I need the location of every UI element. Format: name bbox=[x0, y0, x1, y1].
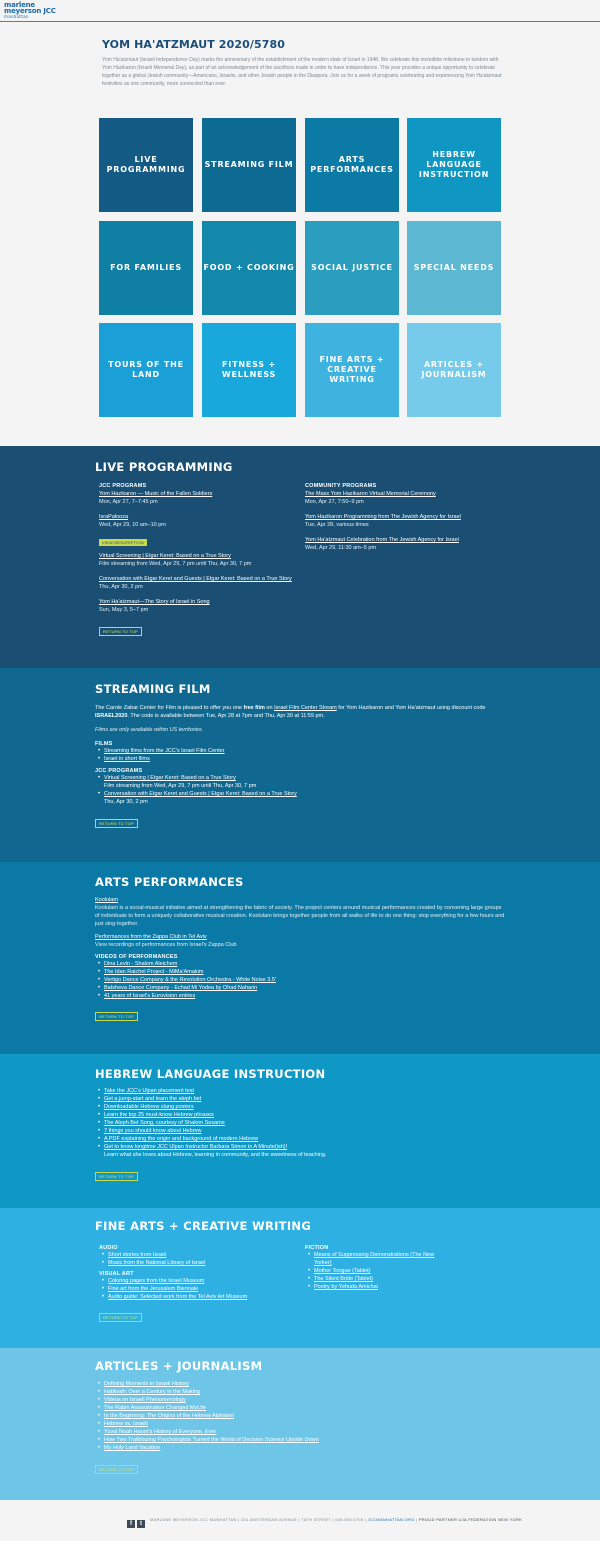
logo-line-3: manhattan bbox=[4, 14, 29, 19]
logo-line-2: meyerson JCC bbox=[4, 7, 56, 15]
video-link[interactable]: Batsheva Dance Company - Echad Mi Yodea by Ohad Naharin bbox=[104, 985, 258, 991]
list-item bbox=[95, 1095, 505, 1103]
program-item bbox=[305, 536, 505, 552]
list-item bbox=[95, 1420, 505, 1428]
footer-phone[interactable]: 646.505.5708 bbox=[335, 1517, 364, 1522]
film-link[interactable]: Streaming films from the JCC's Israel Film Center bbox=[104, 748, 225, 754]
audio-list bbox=[99, 1251, 299, 1267]
list-item bbox=[95, 790, 505, 806]
section-title: ARTICLES + JOURNALISM bbox=[95, 1359, 263, 1373]
program-time: Mon, Apr 27, 7:50–9 pm bbox=[305, 499, 364, 505]
list-item bbox=[305, 1275, 445, 1283]
list-item bbox=[95, 1396, 505, 1404]
tile-arts-performances[interactable] bbox=[305, 118, 399, 212]
list-item bbox=[99, 1259, 299, 1267]
program-item bbox=[99, 490, 299, 506]
list-item bbox=[95, 1428, 505, 1436]
fine-arts-right-column bbox=[305, 1245, 445, 1291]
section-title: HEBREW LANGUAGE INSTRUCTION bbox=[95, 1067, 326, 1081]
visual-art-link[interactable]: Audio guide: Selected work from the Tel Aviv Art Museum bbox=[108, 1294, 248, 1300]
program-item bbox=[99, 598, 299, 614]
list-item bbox=[99, 1293, 299, 1301]
program-time: Wed, Apr 29, 10 am–10 pm bbox=[99, 522, 166, 528]
list-item bbox=[95, 755, 505, 763]
program-link[interactable]: Yom Hazikaron — Music of the Fallen Soldiers bbox=[99, 491, 213, 497]
article-link[interactable]: Yuval Noah Harari's History of Everyone, Ever bbox=[104, 1429, 217, 1435]
fiction-list bbox=[305, 1251, 445, 1291]
footer bbox=[0, 1500, 600, 1541]
article-link[interactable]: Hatikvah: Over a Century in the Making bbox=[104, 1389, 200, 1395]
article-link[interactable]: Hebrew vs. Israeli bbox=[104, 1421, 148, 1427]
program-item bbox=[99, 513, 299, 529]
tile-special-needs[interactable] bbox=[407, 221, 501, 315]
films-heading: FILMS bbox=[95, 741, 113, 747]
footer-org-name: MARLENE MEYERSON JCC MANHATTAN bbox=[150, 1517, 237, 1522]
category-tiles bbox=[99, 118, 501, 416]
israel-film-center-stream-link[interactable]: Israel Film Center Stream bbox=[274, 705, 337, 711]
streaming-intro bbox=[95, 704, 505, 720]
section-title: FINE ARTS + CREATIVE WRITING bbox=[95, 1219, 312, 1233]
tile-label: FITNESS + WELLNESS bbox=[221, 360, 277, 379]
films-list bbox=[95, 747, 505, 763]
hebrew-link[interactable]: A PDF explaining the origin and background of modern Hebrew bbox=[104, 1136, 259, 1142]
film-link[interactable]: Israel in short films bbox=[104, 756, 150, 762]
tile-live-programming[interactable] bbox=[99, 118, 193, 212]
list-item bbox=[99, 1251, 299, 1259]
tile-label: SOCIAL JUSTICE bbox=[311, 263, 393, 272]
tile-label: SPECIAL NEEDS bbox=[413, 263, 495, 272]
hebrew-link[interactable]: The Aleph Bet Song, courtesy of Shalom Sesame bbox=[104, 1120, 225, 1126]
section-streaming-film bbox=[0, 668, 600, 862]
list-item bbox=[95, 747, 505, 755]
separator: | bbox=[238, 1517, 240, 1522]
fiction-link[interactable]: Mother Tongue (Tablet) bbox=[314, 1268, 371, 1274]
program-link[interactable]: The Mass Yom Hazikaron Virtual Memorial Ceremony bbox=[305, 491, 436, 497]
program-link[interactable]: Yom Ha'atzmaut Celebration from The Jewish Agency for Israel bbox=[305, 537, 459, 543]
program-link[interactable]: Yom Hazikaron Programming from The Jewish Agency for Israel bbox=[305, 514, 461, 520]
program-link[interactable]: Yom Ha'atzmaut—The Story of Israel in Song bbox=[99, 599, 210, 605]
visual-art-heading: VISUAL ART bbox=[99, 1271, 134, 1277]
list-item bbox=[95, 960, 505, 968]
program-item bbox=[305, 490, 505, 506]
article-link[interactable]: Defining Moments in Israeli History bbox=[104, 1381, 189, 1387]
section-title: STREAMING FILM bbox=[95, 682, 211, 696]
intro-part: on bbox=[264, 705, 275, 711]
fiction-link[interactable]: Poetry by Yehuda Amichai bbox=[314, 1284, 378, 1290]
list-item bbox=[99, 1285, 299, 1293]
intro-part: The Carole Zabar Center for Film is pleased to offer you one bbox=[95, 705, 244, 711]
program-link[interactable]: Virtual Screening | Etgar Keret: Based on a True Story bbox=[99, 553, 231, 559]
footer-website-link[interactable]: JCCMANHATTAN.ORG bbox=[367, 1517, 415, 1522]
video-link[interactable]: 41 years of Israel's Eurovision entries bbox=[104, 993, 196, 999]
community-programs-column bbox=[305, 483, 505, 559]
fine-arts-left-column bbox=[99, 1245, 299, 1324]
tile-tours-of-the-land[interactable] bbox=[99, 323, 193, 417]
program-item bbox=[99, 552, 299, 568]
hebrew-link[interactable]: Take the JCC's Ulpan placement test bbox=[104, 1088, 195, 1094]
list-item bbox=[95, 1119, 505, 1127]
footer-address: 334 AMSTERDAM AVENUE bbox=[240, 1517, 297, 1522]
hebrew-link[interactable]: Downloadable Hebrew slang posters bbox=[104, 1104, 194, 1110]
separator: | bbox=[416, 1517, 418, 1522]
list-item bbox=[95, 1412, 505, 1420]
fiction-link[interactable]: Means of Suppressing Demonstrations (The New Yorker) bbox=[314, 1252, 435, 1266]
program-time: Thu, Apr 30, 2 pm bbox=[99, 584, 143, 590]
article-link[interactable]: In the Beginning: The Origins of the Hebrew Alphabet bbox=[104, 1413, 234, 1419]
list-item bbox=[95, 1143, 505, 1159]
return-to-top-button[interactable]: RETURN TO TOP bbox=[95, 1172, 138, 1181]
program-time: Tue, Apr 28, various times bbox=[305, 522, 369, 528]
intro-text: Yom Ha'atzmaut (Israeli Independence Day) marks the anniversary of the establishment of the modern state of Israel in 1948. We celebrate this incredible milestone in tandem with Yom Hazikaron (Israeli Memorial Day), as part of an acknowledgement of the sacrifices made in order to have independence. This year provides a unique opportunity to celebrate together as a global Jewish community—Americans, Israelis, and other Jewish people in the Diaspora. Join us for a week of programs celebrating and experiencing Yom Ha'atzmaut festivities as one community, more connected than ever. bbox=[102, 57, 502, 87]
article-link[interactable]: My Holy Land Vacation bbox=[104, 1445, 161, 1451]
program-item bbox=[99, 575, 299, 591]
tile-label: HEBREW LANGUAGE INSTRUCTION bbox=[418, 150, 490, 179]
section-title: LIVE PROGRAMMING bbox=[95, 460, 233, 474]
list-item bbox=[95, 1380, 505, 1388]
community-programs-heading: COMMUNITY PROGRAMS bbox=[305, 483, 377, 489]
list-item bbox=[95, 774, 505, 790]
visual-art-link[interactable]: Fine art from the Jerusalem Biennale bbox=[108, 1286, 199, 1292]
list-item bbox=[95, 984, 505, 992]
tile-label: LIVE PROGRAMMING bbox=[106, 155, 186, 174]
list-item bbox=[95, 1103, 505, 1111]
list-item bbox=[95, 1087, 505, 1095]
tile-label: FOOD + COOKING bbox=[203, 263, 295, 272]
list-item bbox=[95, 1436, 505, 1444]
footer-info bbox=[150, 1517, 522, 1522]
social-icons bbox=[127, 1515, 147, 1533]
jcc-programs-heading: JCC PROGRAMS bbox=[99, 483, 147, 489]
intro bbox=[102, 38, 502, 88]
program-time: Film streaming from Wed, Apr 29, 7 pm until Thu, Apr 30, 7 pm bbox=[104, 783, 257, 789]
program-item bbox=[305, 513, 505, 529]
visual-art-link[interactable]: Coloring pages from the Israel Museum bbox=[108, 1278, 205, 1284]
jcc-programs-list bbox=[95, 774, 505, 806]
videos-heading: VIDEOS OF PERFORMANCES bbox=[95, 954, 178, 960]
return-to-top-button[interactable]: RETURN TO TOP bbox=[99, 1313, 142, 1322]
list-item bbox=[95, 1111, 505, 1119]
list-item bbox=[95, 1404, 505, 1412]
audio-link[interactable]: Music from the National Library of Israel bbox=[108, 1260, 206, 1266]
free-film-text: free film bbox=[243, 705, 265, 711]
tile-label: STREAMING FILM bbox=[204, 160, 294, 169]
list-item bbox=[95, 1127, 505, 1135]
tile-food-cooking[interactable] bbox=[202, 221, 296, 315]
tile-label: ARTICLES + JOURNALISM bbox=[421, 360, 487, 379]
tile-label: FOR FAMILIES bbox=[110, 263, 182, 272]
page-title: YOM HA'ATZMAUT 2020/5780 bbox=[102, 38, 285, 51]
tile-hebrew-language[interactable] bbox=[407, 118, 501, 212]
list-item bbox=[99, 1277, 299, 1285]
section-fine-arts bbox=[0, 1208, 600, 1348]
list-item bbox=[95, 1388, 505, 1396]
fiction-link[interactable]: The Silent Bride (Tablet) bbox=[314, 1276, 373, 1282]
tile-label: TOURS OF THE LAND bbox=[108, 360, 184, 379]
hebrew-link[interactable]: Learn the top 25 must-know Hebrew phrases bbox=[104, 1112, 214, 1118]
zappa-club-link[interactable]: Performances from the Zappa Club in Tel Aviv bbox=[95, 934, 207, 940]
hebrew-list bbox=[95, 1087, 505, 1159]
tile-fine-arts[interactable] bbox=[305, 323, 399, 417]
discount-code: ISRAEL2020 bbox=[95, 713, 128, 719]
hebrew-link[interactable]: 7 things you should know about Hebrew bbox=[104, 1128, 202, 1134]
audio-heading: AUDIO bbox=[99, 1245, 118, 1251]
tile-social-justice[interactable] bbox=[305, 221, 399, 315]
intro-part: for Yom Hazikaron and Yom Ha'atzmaut using discount code bbox=[336, 705, 486, 711]
video-link[interactable]: Vertigo Dance Company & the Revolution Orchestra - White Noise 3.5' bbox=[104, 977, 276, 983]
koolulam-description: Koolulam is a social-musical initiative aimed at strengthening the fabric of society. The project centers around musical performances created by convening large groups of individuals to form a uniquely collaborative musical creation. Koolulam brings together people from all walks of life to do one thing: stop everything for a few hours and just sing-together. bbox=[95, 905, 505, 927]
list-item bbox=[305, 1267, 445, 1275]
separator: | bbox=[364, 1517, 367, 1522]
zappa-description: View recordings of performances from Israel's Zappa Club bbox=[95, 942, 237, 948]
section-articles-journalism bbox=[0, 1348, 600, 1500]
list-item bbox=[95, 1135, 505, 1143]
top-bar bbox=[0, 0, 600, 22]
program-time: Wed, Apr 29, 11:30 am–5 pm bbox=[305, 545, 377, 551]
audio-link[interactable]: Short stories from Israel bbox=[108, 1252, 167, 1258]
visual-art-list bbox=[99, 1277, 299, 1301]
section-live-programming bbox=[0, 446, 600, 668]
hebrew-link[interactable]: Get to know longtime JCC Ulpan Instructor Barbara Simon in A Minute(ish)! bbox=[104, 1144, 288, 1150]
article-link[interactable]: Videos on Israeli Phenomenology bbox=[104, 1397, 186, 1403]
jcc-logo[interactable] bbox=[4, 2, 56, 20]
program-link[interactable]: Virtual Screening | Etgar Keret: Based on a True Story bbox=[104, 775, 236, 781]
program-link[interactable]: Conversation with Etgar Keret and Guests | Etgar Keret: Based on a True Story bbox=[99, 576, 292, 582]
articles-list bbox=[95, 1380, 505, 1452]
list-item bbox=[95, 976, 505, 984]
hebrew-link[interactable]: Get a jump-start and learn the aleph bet bbox=[104, 1096, 202, 1102]
tile-articles-journalism[interactable] bbox=[407, 323, 501, 417]
return-to-top-button[interactable]: RETURN TO TOP bbox=[95, 819, 138, 828]
separator: | bbox=[332, 1517, 334, 1522]
section-hebrew-language bbox=[0, 1054, 600, 1208]
jcc-programs-column bbox=[99, 483, 299, 638]
article-link[interactable]: How Two Trailblazing Psychologists Turned the World of Decision Science Upside Down bbox=[104, 1437, 319, 1443]
availability-note: Films are only available within US territories. bbox=[95, 727, 204, 733]
intro-part: . The code is available between Tue, Apr 28 at 7pm and Thu, Apr 30 at 11:59 pm. bbox=[127, 713, 325, 719]
program-time: Thu, Apr 30, 2 pm bbox=[104, 799, 148, 805]
twitter-icon[interactable]: t bbox=[137, 1520, 145, 1528]
tile-label: ARTS PERFORMANCES bbox=[310, 155, 394, 174]
list-item bbox=[95, 1444, 505, 1452]
tile-streaming-film[interactable] bbox=[202, 118, 296, 212]
tile-for-families[interactable] bbox=[99, 221, 193, 315]
program-link[interactable]: Conversation with Etgar Keret and Guests | Etgar Keret: Based on a True Story bbox=[104, 791, 297, 797]
logo-line-1: marlene bbox=[4, 1, 35, 9]
program-time: Mon, Apr 27, 7–7:45 pm bbox=[99, 499, 158, 505]
list-item bbox=[305, 1251, 445, 1267]
return-to-top-button[interactable]: RETURN TO TOP bbox=[95, 1012, 138, 1021]
tile-fitness-wellness[interactable] bbox=[202, 323, 296, 417]
section-title: ARTS PERFORMANCES bbox=[95, 875, 244, 889]
item-description: Learn what she loves about Hebrew, learning in community, and the sweetness of teaching. bbox=[104, 1152, 327, 1158]
list-item bbox=[95, 992, 505, 1000]
tile-label: FINE ARTS + CREATIVE WRITING bbox=[319, 355, 385, 384]
return-to-top-button[interactable]: RETURN TO TOP bbox=[95, 1465, 138, 1474]
program-link[interactable]: IsraPalooza bbox=[99, 514, 129, 520]
video-link[interactable]: Dina Levin - Shalom Aleichem bbox=[104, 961, 178, 967]
fiction-heading: FICTION bbox=[305, 1245, 329, 1251]
footer-street: 76TH STREET bbox=[301, 1517, 332, 1522]
footer-partner: PROUD PARTNER UJA FEDERATION NEW YORK bbox=[418, 1517, 523, 1522]
facebook-icon[interactable]: f bbox=[127, 1520, 135, 1528]
video-link[interactable]: The Idan Raichel Project - MiMa'Amakim bbox=[104, 969, 204, 975]
jcc-programs-heading: JCC PROGRAMS bbox=[95, 768, 143, 774]
koolulam-link[interactable]: Koolulam bbox=[95, 897, 118, 903]
program-time: Sun, May 3, 5–7 pm bbox=[99, 607, 149, 613]
list-item bbox=[305, 1283, 445, 1291]
article-link[interactable]: The Rabin Assassination Changed MyLife bbox=[104, 1405, 207, 1411]
view-description-button[interactable]: VIEW DESCRIPTION bbox=[99, 539, 147, 546]
return-to-top-button[interactable]: RETURN TO TOP bbox=[99, 627, 142, 636]
program-time: Film streaming from Wed, Apr 29, 7 pm until Thu, Apr 30, 7 pm bbox=[99, 561, 252, 567]
section-arts-performances bbox=[0, 862, 600, 1054]
separator: | bbox=[298, 1517, 300, 1522]
videos-list bbox=[95, 960, 505, 1000]
list-item bbox=[95, 968, 505, 976]
